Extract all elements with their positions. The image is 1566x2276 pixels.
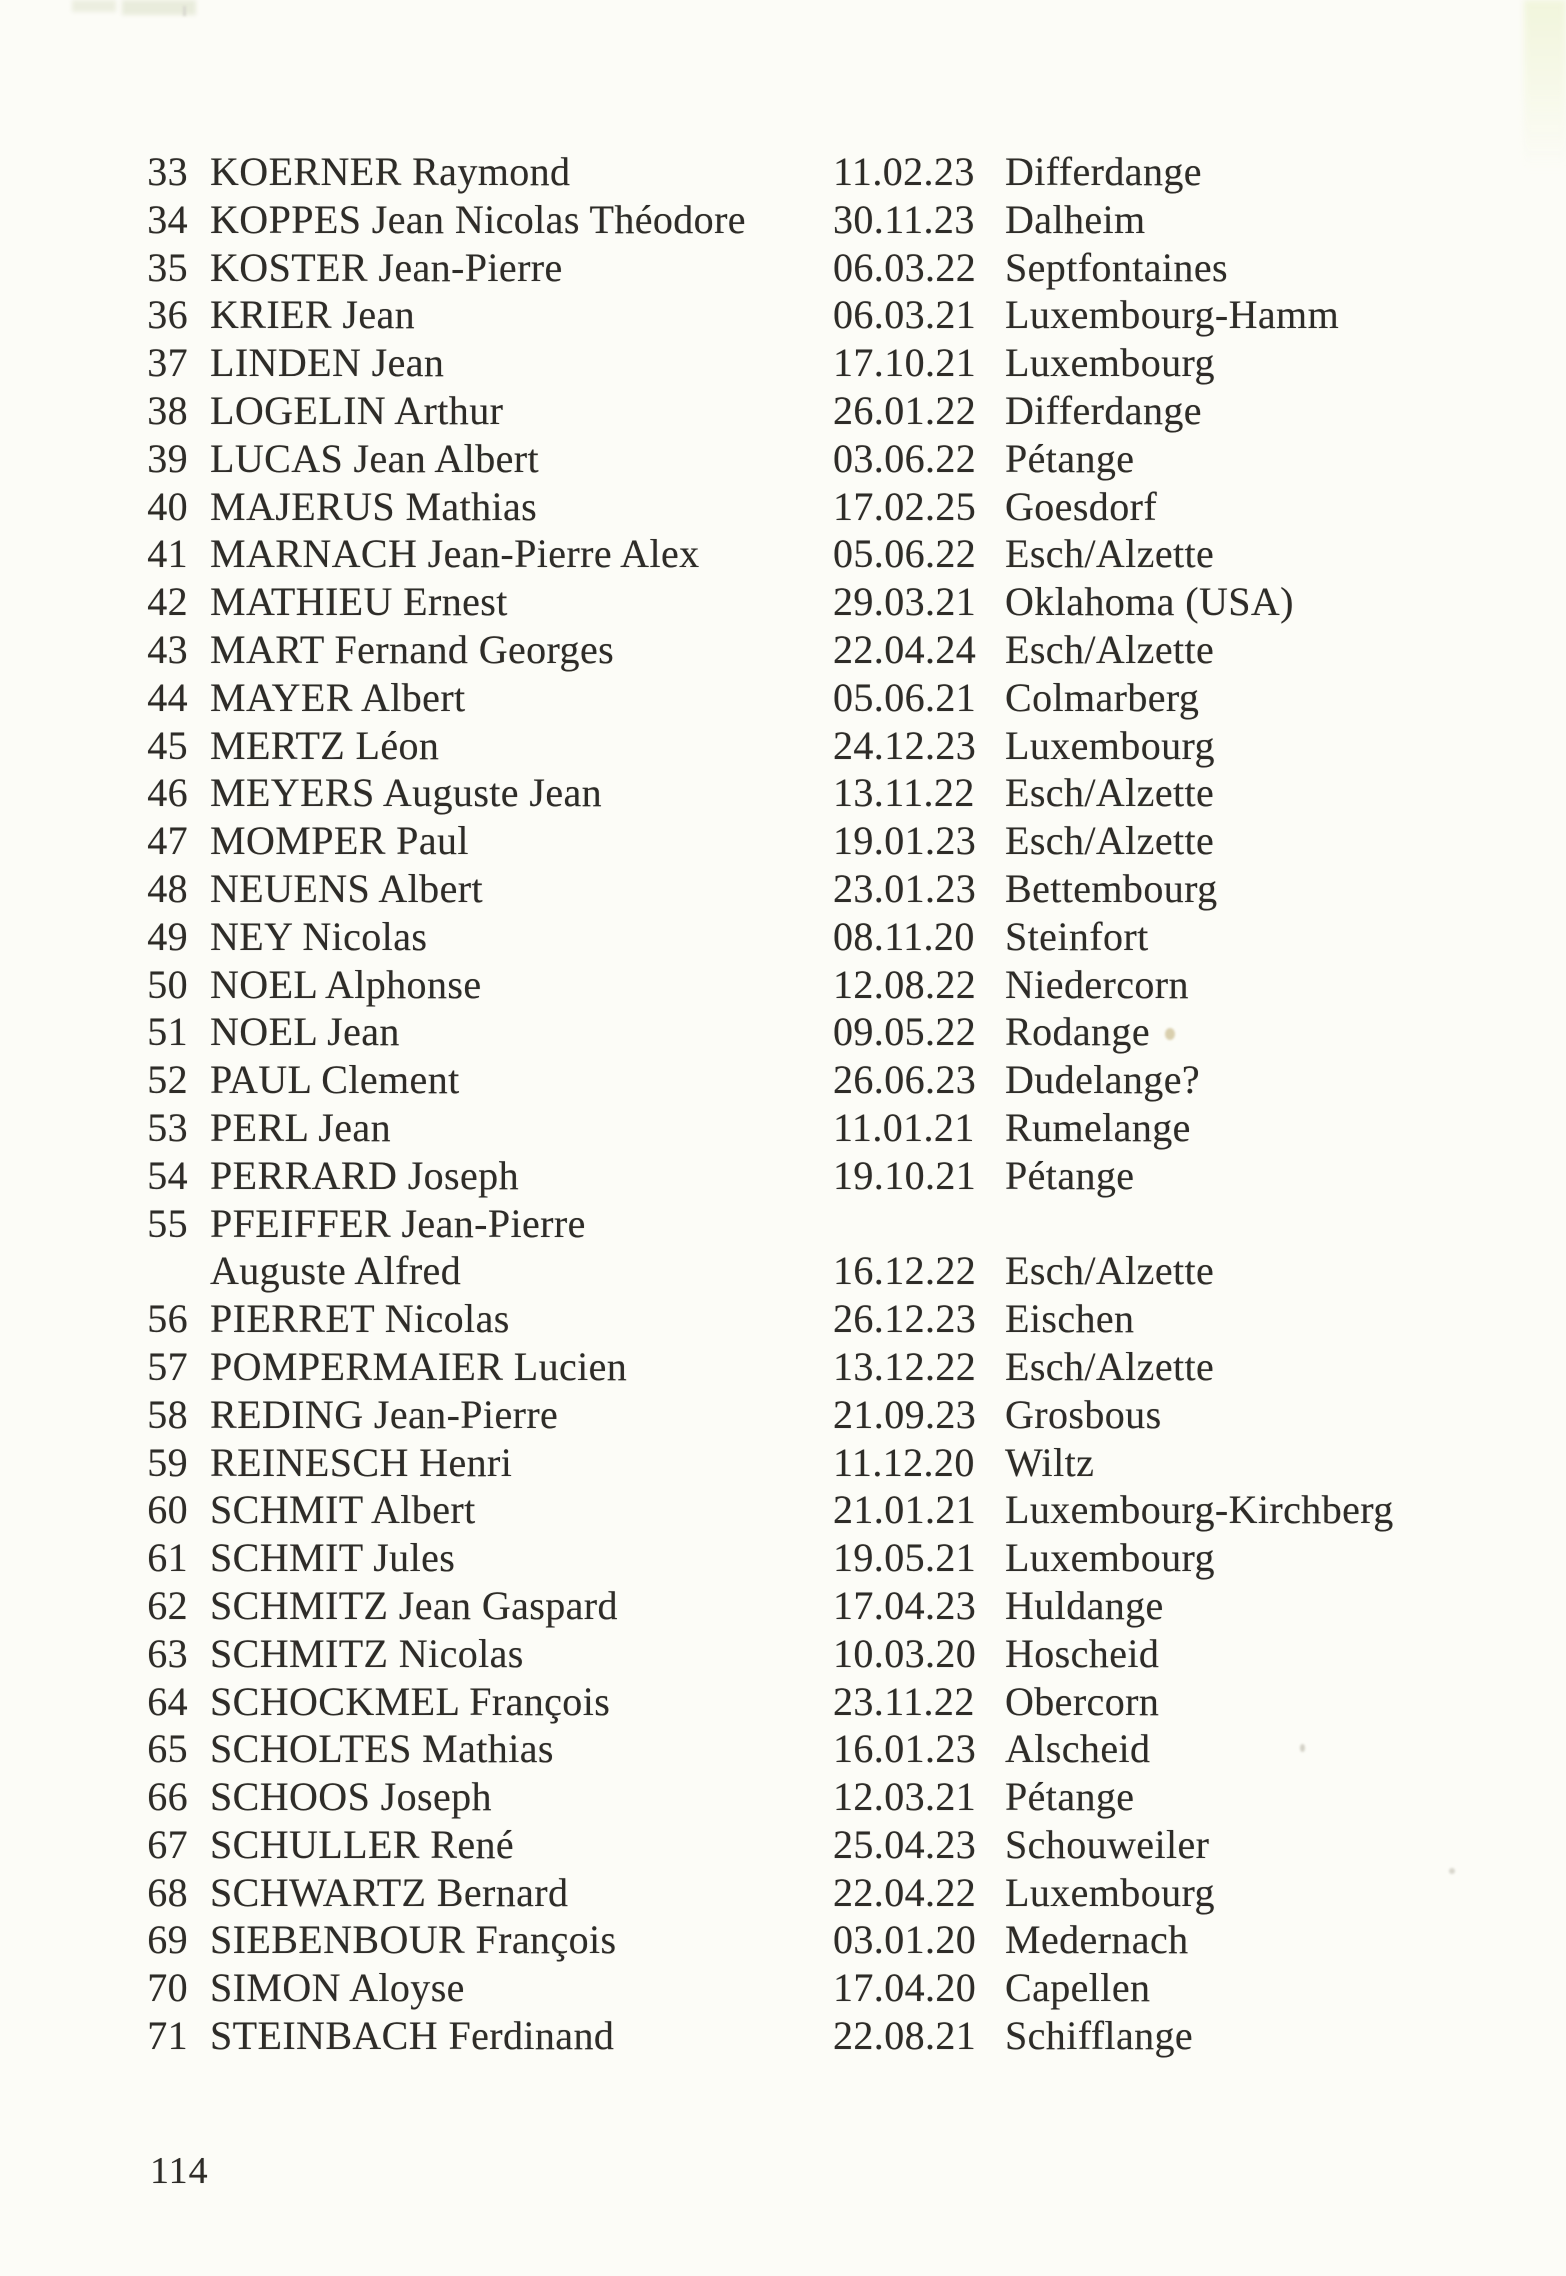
entry-name: NOEL Alphonse: [210, 961, 482, 1007]
entry-name: SCHMITZ Jean Gaspard: [210, 1582, 618, 1628]
page-number: 114: [150, 2150, 209, 2192]
list-row: [0, 1678, 1566, 1726]
entry-place: Alscheid: [1005, 1726, 1151, 1772]
entry-name: PERRARD Joseph: [210, 1152, 519, 1198]
list-row: [0, 1725, 1566, 1773]
entry-number: 62: [147, 1582, 188, 1628]
list-row: [0, 722, 1566, 770]
entry-date: 25.04.23: [833, 1821, 977, 1867]
list-row: [0, 1630, 1566, 1678]
entry-place: Huldange: [1005, 1582, 1164, 1628]
entry-date: 23.11.22: [833, 1678, 975, 1724]
list-row: [0, 578, 1566, 626]
entry-place: Colmarberg: [1005, 674, 1200, 720]
list-row: [0, 674, 1566, 722]
entry-name: SCHMIT Jules: [210, 1535, 456, 1581]
list-row: [0, 1964, 1566, 2012]
entry-name: KOSTER Jean-Pierre: [210, 244, 563, 290]
entry-place: Niedercorn: [1005, 961, 1189, 1007]
list-row: [0, 339, 1566, 387]
entry-place: Schouweiler: [1005, 1821, 1210, 1867]
entry-number: 59: [147, 1439, 188, 1485]
entry-date: 12.03.21: [833, 1774, 977, 1820]
entry-number: 44: [147, 674, 188, 720]
entry-number: 48: [147, 865, 188, 911]
entry-number: 47: [147, 818, 188, 864]
entry-number: 65: [147, 1726, 188, 1772]
entry-number: 55: [147, 1200, 188, 1246]
list-row: [0, 1773, 1566, 1821]
entry-number: 53: [147, 1104, 188, 1150]
entry-date: 11.12.20: [833, 1439, 975, 1485]
entry-date: 24.12.23: [833, 722, 977, 768]
entry-date: 21.01.21: [833, 1487, 977, 1533]
entry-date: 17.04.20: [833, 1965, 977, 2011]
entry-place: Esch/Alzette: [1005, 626, 1215, 672]
entry-date: 10.03.20: [833, 1630, 977, 1676]
entry-number: 35: [147, 244, 188, 290]
entry-name: SCHMITZ Nicolas: [210, 1630, 524, 1676]
entry-place: Steinfort: [1005, 913, 1149, 959]
entry-name: PERL Jean: [210, 1104, 391, 1150]
entry-place: Medernach: [1005, 1917, 1189, 1963]
entry-place: Esch/Alzette: [1005, 1343, 1215, 1389]
entry-name: SCHMIT Albert: [210, 1487, 476, 1533]
entry-date: 13.12.22: [833, 1343, 977, 1389]
entry-name: STEINBACH Ferdinand: [210, 2013, 615, 2059]
entry-number: 68: [147, 1869, 188, 1915]
entry-number: 61: [147, 1535, 188, 1581]
list-row: [0, 1295, 1566, 1343]
entry-number: 45: [147, 722, 188, 768]
entry-name: LUCAS Jean Albert: [210, 435, 539, 481]
entry-name: KOERNER Raymond: [210, 149, 571, 194]
entry-number: 37: [147, 340, 188, 386]
list-row: [0, 196, 1566, 244]
list-row: [0, 244, 1566, 292]
list-row: [0, 817, 1566, 865]
entry-name: Auguste Alfred: [210, 1248, 462, 1294]
entry-number: 54: [147, 1152, 188, 1198]
entry-name: SIEBENBOUR François: [210, 1917, 617, 1963]
entry-name: SCHOCKMEL François: [210, 1678, 611, 1724]
entry-place: Capellen: [1005, 1965, 1151, 2011]
entry-date: 26.06.23: [833, 1057, 977, 1103]
entry-date: 22.04.24: [833, 626, 977, 672]
list-row: [0, 148, 1566, 196]
entry-number: 50: [147, 961, 188, 1007]
entry-date: 11.02.23: [833, 149, 975, 194]
list-row: [0, 1343, 1566, 1391]
entry-place: Rodange: [1005, 1009, 1150, 1055]
entry-number: 43: [147, 626, 188, 672]
entry-date: 06.03.22: [833, 244, 977, 290]
entry-place: Dudelange?: [1005, 1057, 1201, 1103]
entry-number: 49: [147, 913, 188, 959]
entry-date: 22.08.21: [833, 2013, 977, 2059]
entry-number: 52: [147, 1057, 188, 1103]
entry-place: Differdange: [1005, 387, 1202, 433]
entry-date: 19.01.23: [833, 818, 977, 864]
entry-date: 17.02.25: [833, 483, 977, 529]
entry-place: Wiltz: [1005, 1439, 1095, 1485]
list-row: [0, 291, 1566, 339]
entry-date: 22.04.22: [833, 1869, 977, 1915]
entry-place: Hoscheid: [1005, 1630, 1160, 1676]
entry-place: Schifflange: [1005, 2013, 1194, 2059]
entry-date: 21.09.23: [833, 1391, 977, 1437]
entry-place: Luxembourg: [1005, 1869, 1215, 1915]
entry-name: SCHULLER René: [210, 1821, 515, 1867]
list-row: [0, 1486, 1566, 1534]
entry-number: 57: [147, 1343, 188, 1389]
entry-date: 26.01.22: [833, 387, 977, 433]
entry-name: MAYER Albert: [210, 674, 466, 720]
entry-number: 67: [147, 1821, 188, 1867]
list-row: [0, 913, 1566, 961]
entry-name: POMPERMAIER Lucien: [210, 1343, 628, 1389]
list-row: [0, 1869, 1566, 1917]
entry-date: 08.11.20: [833, 913, 975, 959]
list-row: [0, 1821, 1566, 1869]
entry-number: 71: [147, 2013, 188, 2059]
entry-number: 56: [147, 1296, 188, 1342]
entry-place: Pétange: [1005, 1774, 1135, 1820]
entry-name: NEUENS Albert: [210, 865, 483, 911]
scan-speck: [183, 6, 186, 16]
entry-name: MART Fernand Georges: [210, 626, 615, 672]
entry-date: [833, 1200, 1005, 1248]
entry-number: 63: [147, 1630, 188, 1676]
entry-name: SCHOLTES Mathias: [210, 1726, 554, 1772]
entry-place: Esch/Alzette: [1005, 770, 1215, 816]
entry-number: 46: [147, 770, 188, 816]
list-row: [0, 1247, 1566, 1295]
entry-name: NOEL Jean: [210, 1009, 400, 1055]
entry-number: 70: [147, 1965, 188, 2011]
entry-number: 64: [147, 1678, 188, 1724]
entry-name: REINESCH Henri: [210, 1439, 513, 1485]
list-row: [0, 1200, 1566, 1248]
list-row: [0, 483, 1566, 531]
scan-smudge: [122, 0, 196, 15]
entry-place: Luxembourg-Hamm: [1005, 292, 1340, 338]
entry-name: REDING Jean-Pierre: [210, 1391, 559, 1437]
entry-place: Esch/Alzette: [1005, 531, 1215, 577]
entries: [0, 148, 1566, 2060]
entry-place: Luxembourg-Kirchberg: [1005, 1487, 1394, 1533]
entry-date: 05.06.21: [833, 674, 977, 720]
entry-place: Pétange: [1005, 1152, 1135, 1198]
entry-number: 39: [147, 435, 188, 481]
list-row: [0, 1582, 1566, 1630]
list-row: [0, 435, 1566, 483]
list-row: [0, 626, 1566, 674]
entry-number: 69: [147, 1917, 188, 1963]
entry-place: Luxembourg: [1005, 340, 1215, 386]
entry-date: 19.05.21: [833, 1535, 977, 1581]
entry-place: [1005, 1200, 1506, 1248]
entry-name: MARNACH Jean-Pierre Alex: [210, 531, 700, 577]
list-row: [0, 1056, 1566, 1104]
entry-place: Septfontaines: [1005, 244, 1228, 290]
entry-date: 03.01.20: [833, 1917, 977, 1963]
entry-place: Goesdorf: [1005, 483, 1158, 529]
entry-date: 26.12.23: [833, 1296, 977, 1342]
entry-name: SIMON Aloyse: [210, 1965, 465, 2011]
entry-number: [100, 1247, 188, 1295]
entry-place: Esch/Alzette: [1005, 818, 1215, 864]
list-row: [0, 1008, 1566, 1056]
entry-date: 09.05.22: [833, 1009, 977, 1055]
entry-name: LINDEN Jean: [210, 340, 445, 386]
entry-number: 66: [147, 1774, 188, 1820]
list-row: [0, 2012, 1566, 2060]
entry-date: 17.04.23: [833, 1582, 977, 1628]
entry-name: MOMPER Paul: [210, 818, 469, 864]
entry-name: MAJERUS Mathias: [210, 483, 538, 529]
entry-date: 30.11.23: [833, 196, 975, 242]
entry-date: 19.10.21: [833, 1152, 977, 1198]
entry-name: PIERRET Nicolas: [210, 1296, 510, 1342]
list-row: [0, 387, 1566, 435]
list-row: [0, 961, 1566, 1009]
entry-place: Grosbous: [1005, 1391, 1162, 1437]
entry-number: 40: [147, 483, 188, 529]
entry-place: Differdange: [1005, 149, 1202, 194]
entry-date: 12.08.22: [833, 961, 977, 1007]
entry-name: NEY Nicolas: [210, 913, 428, 959]
entry-name: KRIER Jean: [210, 292, 416, 338]
entry-number: 33: [147, 149, 188, 194]
entry-date: 17.10.21: [833, 340, 977, 386]
entry-place: Pétange: [1005, 435, 1135, 481]
list-row: [0, 1391, 1566, 1439]
entry-place: Bettembourg: [1005, 865, 1218, 911]
entry-date: 16.12.22: [833, 1248, 977, 1294]
list-row: [0, 865, 1566, 913]
entry-date: 06.03.21: [833, 292, 977, 338]
entry-date: 11.01.21: [833, 1104, 975, 1150]
entry-number: 41: [147, 531, 188, 577]
entry-number: 34: [147, 196, 188, 242]
entry-name: PFEIFFER Jean-Pierre: [210, 1200, 586, 1246]
entry-name: MEYERS Auguste Jean: [210, 770, 603, 816]
entry-name: PAUL Clement: [210, 1057, 460, 1103]
entry-number: 38: [147, 387, 188, 433]
entry-date: 16.01.23: [833, 1726, 977, 1772]
entry-place: Oklahoma (USA): [1005, 579, 1294, 625]
entry-number: 58: [147, 1391, 188, 1437]
list-row: [0, 1916, 1566, 1964]
entry-place: Rumelange: [1005, 1104, 1191, 1150]
entry-name: SCHWARTZ Bernard: [210, 1869, 569, 1915]
scan-smudge: [72, 0, 116, 12]
entry-place: Esch/Alzette: [1005, 1248, 1215, 1294]
entry-place: Luxembourg: [1005, 1535, 1215, 1581]
list-row: [0, 1104, 1566, 1152]
list-row: [0, 1152, 1566, 1200]
entry-place: Eischen: [1005, 1296, 1135, 1342]
entry-name: KOPPES Jean Nicolas Théodore: [210, 196, 746, 242]
entry-place: Luxembourg: [1005, 722, 1215, 768]
entry-name: MERTZ Léon: [210, 722, 440, 768]
entry-date: 23.01.23: [833, 865, 977, 911]
entry-date: 03.06.22: [833, 435, 977, 481]
entry-name: LOGELIN Arthur: [210, 387, 504, 433]
list-row: [0, 769, 1566, 817]
entry-number: 42: [147, 579, 188, 625]
list-row: [0, 530, 1566, 578]
entry-number: 60: [147, 1487, 188, 1533]
entry-place: Obercorn: [1005, 1678, 1160, 1724]
entry-date: 13.11.22: [833, 770, 975, 816]
list-row: [0, 1439, 1566, 1487]
scan-edge-streak: [1524, 0, 1566, 170]
entry-number: 36: [147, 292, 188, 338]
entry-date: 05.06.22: [833, 531, 977, 577]
entry-name: SCHOOS Joseph: [210, 1774, 492, 1820]
entry-place: Dalheim: [1005, 196, 1146, 242]
list-row: [0, 1534, 1566, 1582]
entry-number: 51: [147, 1009, 188, 1055]
entry-name: MATHIEU Ernest: [210, 579, 508, 625]
entry-date: 29.03.21: [833, 579, 977, 625]
